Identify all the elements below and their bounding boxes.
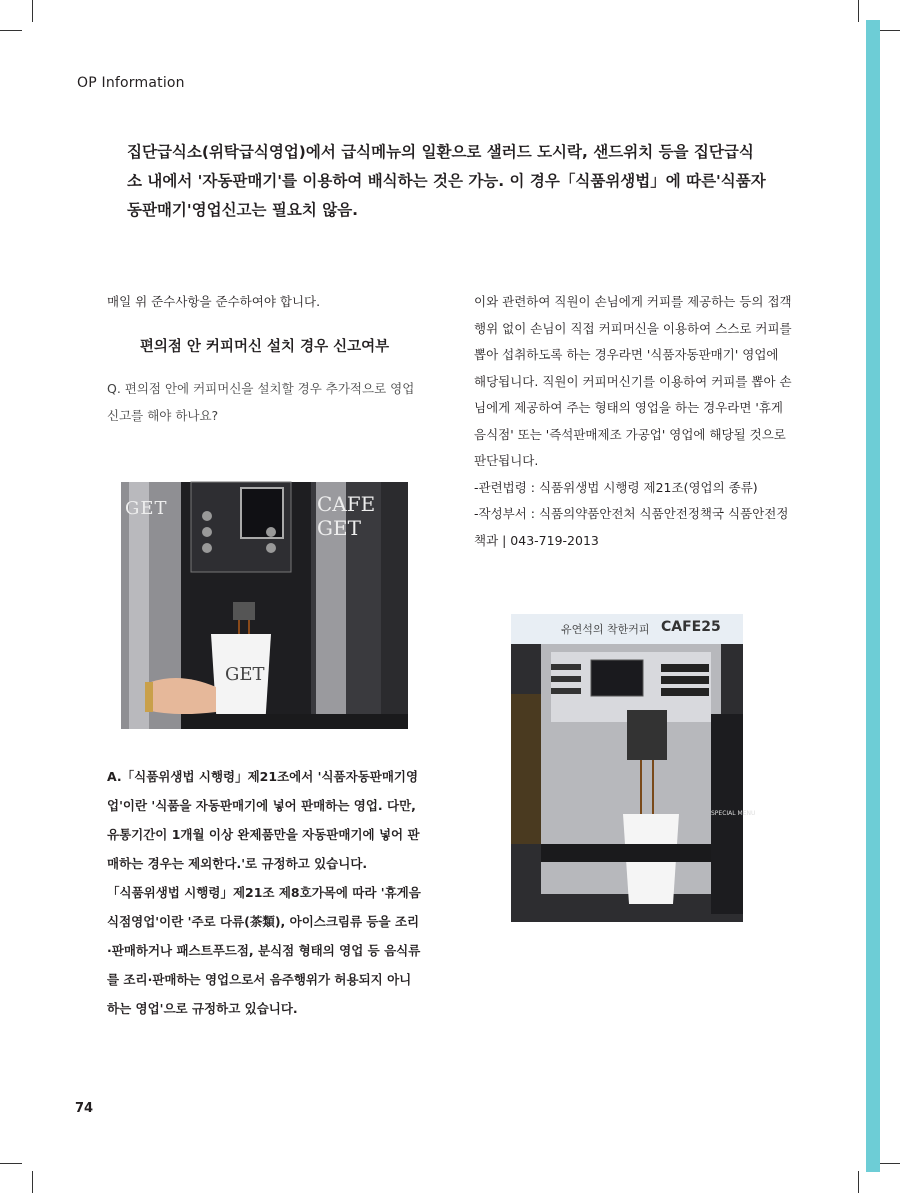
right-column: [474, 289, 792, 554]
crop-mark: [0, 1163, 22, 1164]
section-header: OP Information: [77, 75, 185, 91]
coffee-machine-illustration: [511, 614, 756, 922]
coffee-machine-photo-get: [121, 482, 408, 729]
cup-logo-text: GET: [225, 664, 265, 685]
intro-paragraph: 집단급식소(위탁급식영업)에서 급식메뉴의 일환으로 샐러드 도시락, 샌드위치 등을 집단급식소 내에서 '자동판매기'를 이용하여 배식하는 것은 가능. 이 경우「식품위생법」에 따른'식품자동판매기'영업신고는 필요치 않음.: [127, 143, 766, 219]
brand-logo-text: CAFE25: [661, 619, 721, 635]
answer-paragraph-2: 「식품위생법 시행령」제21조 제8호가목에 따라 '휴게음식점영업'이란 '주로 다류(茶類), 아이스크림류 등을 조리·판매하거나 패스트푸드점, 분식점 형태의 영업 등 음식류를 조리·판매하는 영업으로서 음주행위가 허용되지 아니하는 영업'으로 규정하고 있습니다.: [107, 885, 421, 1016]
coffee-machine-photo-cafe25: [511, 614, 756, 922]
answer-block: [107, 762, 422, 1023]
crop-mark: [858, 0, 859, 22]
crop-mark: [878, 30, 900, 31]
crop-mark: [0, 30, 22, 31]
right-paragraph: 이와 관련하여 직원이 손님에게 커피를 제공하는 등의 접객 행위 없이 손님이 직접 커피머신을 이용하여 스스로 커피를 뽑아 섭취하도록 하는 경우라면 '식품자동판매기' 영업에 해당됩니다. 직원이 커피머신기를 이용하여 커피를 뽑아 손님에게 제공하여 주는 형태의 영업을 하는 경우라면 '휴게음식점' 또는 '즉석판매제조 가공업' 영업에 해당될 것으로 판단됩니다.: [474, 294, 792, 468]
answer-paragraph-1: A.「식품위생법 시행령」제21조에서 '식품자동판매기영업'이란 '식품을 자동판매기에 넣어 판매하는 영업. 다만, 유통기간이 1개월 이상 완제품만을 자동판매기에 넣어 판매하는 경우는 제외한다.'로 규정하고 있습니다.: [107, 769, 420, 871]
related-law-line: -관련법령 : 식품위생법 시행령 제21조(영업의 종류): [474, 479, 758, 495]
subsection-heading: 편의점 안 커피머신 설치 경우 신고여부: [139, 338, 390, 355]
brand-text-left: GET: [125, 498, 168, 519]
compliance-line: 매일 위 준수사항을 준수하여야 합니다.: [107, 294, 321, 309]
side-menu-text: SPECIAL MENU: [711, 810, 756, 817]
banner-text: 유연석의 착한커피: [561, 623, 650, 636]
brand-text-right: CAFE GET: [317, 492, 376, 540]
question-text: Q. 편의점 안에 커피머신을 설치할 경우 추가적으로 영업신고를 해야 하나요?: [107, 381, 415, 423]
crop-mark: [32, 1171, 33, 1193]
department-line: -작성부서 : 식품의약품안전처 식품안전정책국 식품안전정책과 | 043-719-2013: [474, 506, 789, 548]
accent-side-bar: [866, 20, 880, 1172]
page-number: 74: [75, 1101, 94, 1116]
crop-mark: [858, 1171, 859, 1193]
left-column: [107, 289, 422, 429]
crop-mark: [32, 0, 33, 22]
crop-mark: [878, 1163, 900, 1164]
